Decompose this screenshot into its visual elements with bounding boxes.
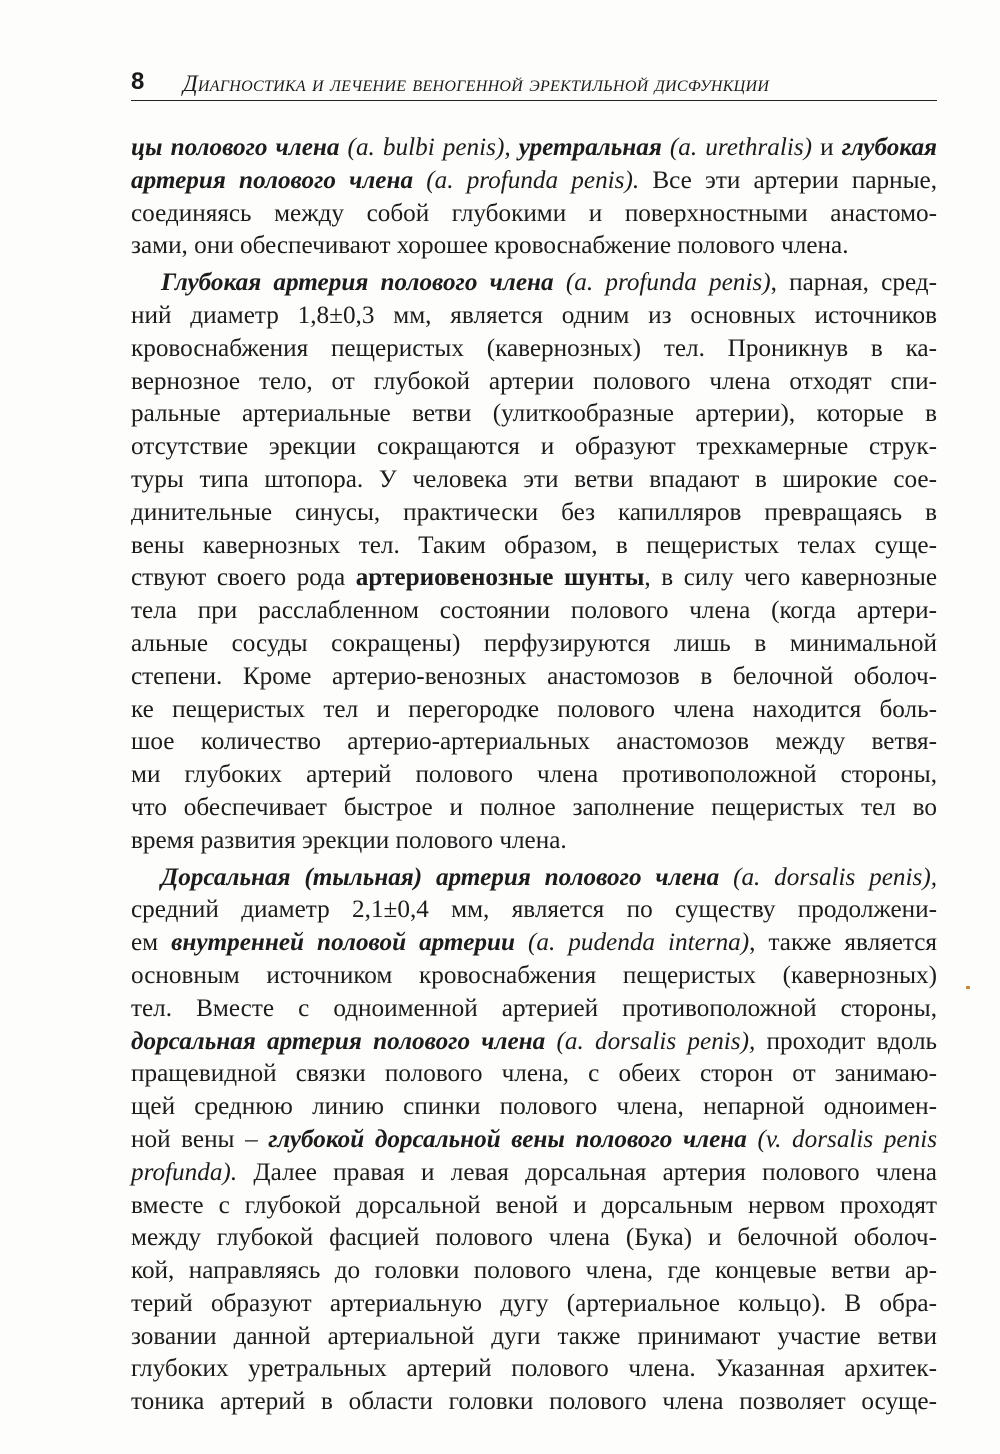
text-line: ральные артериальные ветви (улиткообразные артерии), которые в bbox=[131, 400, 937, 428]
text-line: отсутствие эрекции сокращаются и образуют трехкамерные струк- bbox=[131, 433, 937, 461]
text-line: кой, направляясь до головки полового члена, где концевые ветви ар- bbox=[131, 1257, 937, 1285]
text-line: Глубокая артерия полового члена (a. profunda penis), парная, сред- bbox=[161, 269, 937, 297]
text-line: средний диаметр 2,1±0,4 мм, является по существу продолжени- bbox=[131, 896, 937, 924]
text-line: щей среднюю линию спинки полового члена, непарной одноимен- bbox=[131, 1093, 937, 1121]
print-speck bbox=[966, 986, 970, 989]
text-line: динительные синусы, практически без капилляров превращаясь в bbox=[131, 498, 937, 526]
text-line: ствуют своего рода артериовенозные шунты, в силу чего кавернозные bbox=[131, 564, 937, 592]
page-number: 8 bbox=[131, 68, 145, 95]
text-line: ем внутренней половой артерии (a. pudenda interna), также является bbox=[131, 929, 937, 957]
text-line: ной вены – глубокой дорсальной вены полового члена (v. dorsalis penis bbox=[131, 1125, 937, 1153]
paragraph-deep-artery bbox=[131, 267, 937, 857]
running-header bbox=[131, 62, 937, 101]
text-line: profunda). Далее правая и левая дорсальная артерия полового члена bbox=[131, 1158, 937, 1186]
text-line: между глубокой фасцией полового члена (Бука) и белочной оболоч- bbox=[131, 1224, 937, 1252]
text-line: терий образуют артериальную дугу (артериальное кольцо). В обра- bbox=[131, 1289, 937, 1317]
body-text bbox=[131, 132, 937, 1419]
text-line: дорсальная артерия полового члена (a. dorsalis penis), проходит вдоль bbox=[131, 1027, 938, 1055]
text-line: туры типа штопора. У человека эти ветви впадают в широкие сое- bbox=[131, 465, 937, 493]
text-line: шое количество артерио-артериальных анастомозов между ветвя- bbox=[131, 728, 937, 756]
text-line: ми глубоких артерий полового члена противоположной стороны, bbox=[131, 761, 937, 789]
text-line: артерия полового члена (a. profunda penis). Все эти артерии парные, bbox=[131, 166, 937, 194]
text-line: тела при расслабленном состоянии полового члена (когда артери- bbox=[131, 597, 937, 625]
text-line: альные сосуды сокращены) перфузируются лишь в минимальной bbox=[131, 629, 937, 657]
text-line: зовании данной артериальной дуги также принимают участие ветви bbox=[131, 1322, 937, 1350]
text-line: время развития эрекции полового члена. bbox=[131, 826, 567, 854]
text-line: вернозное тело, от глубокой артерии полового члена отходят спи- bbox=[131, 367, 937, 395]
text-line: Дорсальная (тыльная) артерия полового члена (a. dorsalis penis), bbox=[161, 863, 938, 891]
paragraph-dorsal-artery bbox=[131, 862, 937, 1420]
text-line: пращевидной связки полового члена, с обеих сторон от занимаю- bbox=[131, 1060, 937, 1088]
text-line: основным источником кровоснабжения пещеристых (кавернозных) bbox=[131, 961, 937, 989]
text-line: глубоких уретральных артерий полового члена. Указанная архитек- bbox=[131, 1355, 937, 1383]
paragraph-continuation bbox=[131, 132, 937, 263]
text-line: кровоснабжения пещеристых (кавернозных) тел. Проникнув в ка- bbox=[131, 334, 937, 362]
text-line: ке пещеристых тел и перегородке полового члена находится боль- bbox=[131, 695, 937, 723]
text-line: степени. Кроме артерио-венозных анастомозов в белочной оболоч- bbox=[131, 662, 937, 690]
text-line: тоника артерий в области головки полового члена позволяет осуще- bbox=[131, 1388, 937, 1416]
text-line: соединяясь между собой глубокими и поверхностными анастомо- bbox=[131, 199, 937, 227]
text-line: вены кавернозных тел. Таким образом, в пещеристых телах суще- bbox=[131, 531, 937, 559]
text-line: что обеспечивает быстрое и полное заполнение пещеристых тел во bbox=[131, 793, 937, 821]
text-line: тел. Вместе с одноименной артерией противоположной стороны, bbox=[131, 994, 937, 1022]
text-line: цы полового члена (a. bulbi penis), уретральная (a. urethralis) и глубокая bbox=[131, 134, 938, 161]
text-line: вместе с глубокой дорсальной веной и дорсальным нервом проходят bbox=[131, 1191, 937, 1219]
text-line: зами, они обеспечивают хорошее кровоснабжение полового члена. bbox=[131, 232, 849, 260]
text-line: ний диаметр 1,8±0,3 мм, является одним из основных источников bbox=[131, 301, 937, 329]
chapter-running-title: Диагностика и лечение веногенной эректильной дисфункции bbox=[183, 71, 770, 96]
